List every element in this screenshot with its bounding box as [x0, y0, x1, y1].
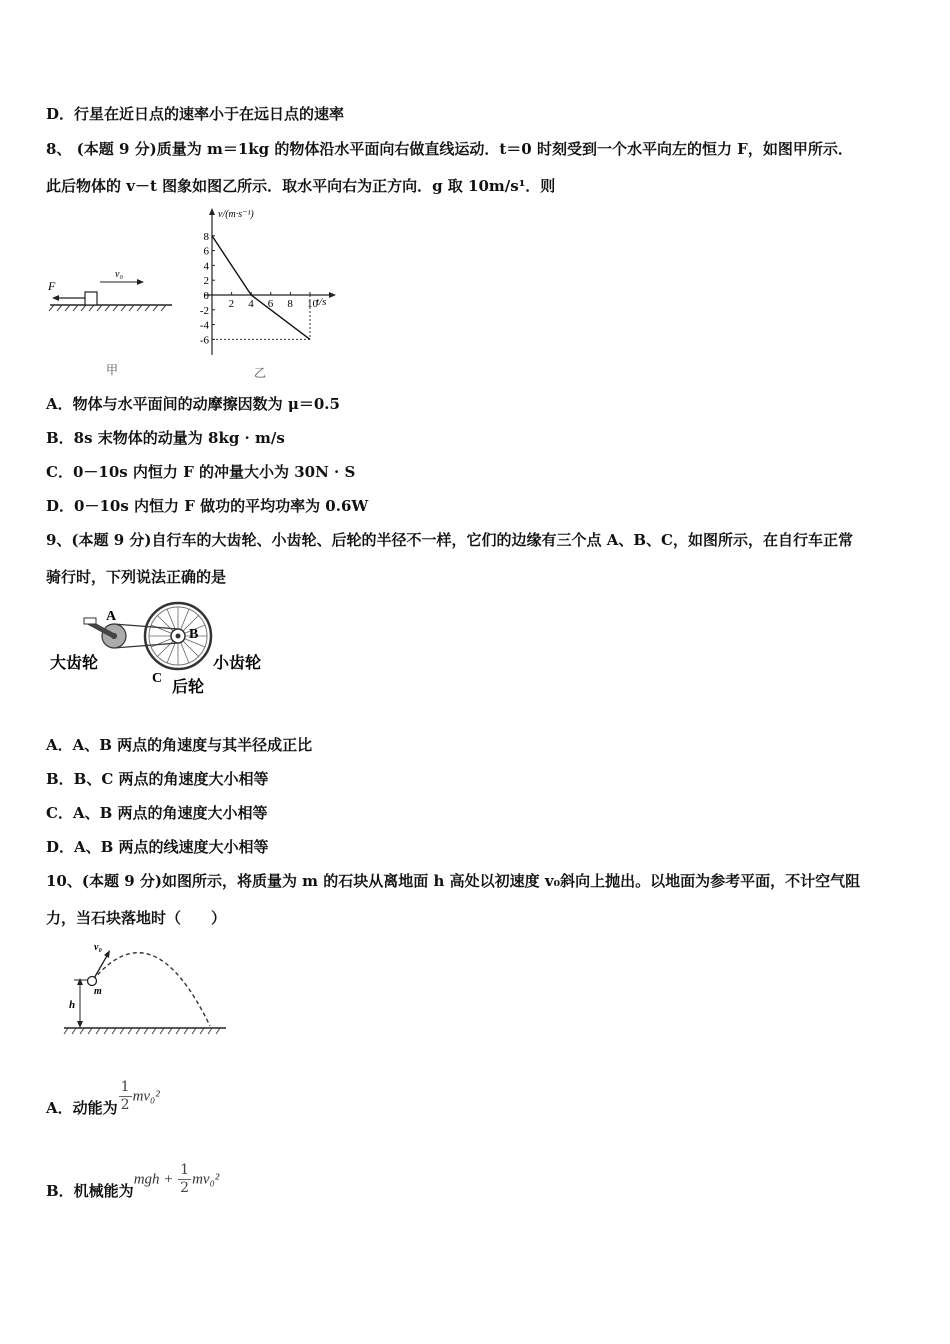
x-axis-label: t/s — [316, 296, 327, 308]
label-small-gear: 小齿轮 — [213, 655, 262, 672]
stone — [88, 977, 97, 986]
q8-option-c: C．0－10s 内恒力 F 的冲量大小为 30N · S — [46, 463, 356, 481]
formula-a-denominator: 2 — [120, 1097, 130, 1113]
figure-jia — [40, 260, 180, 380]
formula-b-numerator: 1 — [180, 1162, 190, 1178]
formula-b-denominator: 2 — [180, 1180, 190, 1196]
formula-a-fraction — [119, 1079, 132, 1114]
h-label: h — [69, 999, 76, 1011]
y-axis-label: v/(m·s⁻¹) — [218, 209, 254, 220]
caption-yi: 乙 — [254, 366, 267, 380]
q10-option-a-label: A．动能为 — [46, 1099, 118, 1117]
x-tick-label: 2 — [228, 298, 235, 310]
block — [85, 292, 97, 305]
velocity-arrow — [93, 954, 108, 980]
y-tick-label: 0 — [203, 290, 209, 302]
label-rear-wheel: 后轮 — [172, 679, 205, 696]
y-tick-label: -4 — [199, 319, 209, 332]
y-tick-label: -6 — [199, 334, 209, 347]
label-b: B — [189, 627, 199, 642]
q8-stem-line2: 此后物体的 v－t 图象如图乙所示．取水平向右为正方向．g 取 10m/s¹．则 — [46, 177, 556, 195]
q10-option-b-label: B．机械能为 — [46, 1182, 134, 1200]
q9-option-c: C．A、B 两点的角速度大小相等 — [46, 804, 268, 822]
q9-option-b: B．B、C 两点的角速度大小相等 — [46, 770, 269, 788]
x-tick-label: 4 — [248, 298, 254, 310]
v0-label: v₀ — [94, 942, 102, 953]
q8-stem-line1: 8、 (本题 9 分)质量为 m＝1kg 的物体沿水平面向右做直线运动．t＝0 时刻受到一个水平向左的恒力 F，如图甲所示． — [46, 140, 853, 158]
y-tick-label: 2 — [203, 275, 209, 288]
x-tick-label: 8 — [287, 298, 293, 310]
y-tick-label: -2 — [199, 304, 209, 317]
q9-stem-line2: 骑行时，下列说法正确的是 — [46, 568, 227, 586]
caption-jia: 甲 — [106, 363, 119, 377]
velocity-label: v₀ — [115, 269, 123, 280]
m-label: m — [94, 986, 102, 997]
formula-a-numerator: 1 — [120, 1079, 130, 1095]
x-tick-label: 10 — [307, 298, 318, 310]
formula-a-tail: mv₀² — [132, 1088, 160, 1105]
q8-option-a: A．物体与水平面间的动摩擦因数为 μ＝0.5 — [46, 395, 340, 413]
q8-option-d: D．0－10s 内恒力 F 做功的平均功率为 0.6W — [46, 497, 369, 515]
formula-b-fraction — [178, 1162, 191, 1197]
bicycle-figure — [48, 598, 278, 698]
label-a: A — [106, 609, 117, 624]
q10-option-a — [46, 1075, 160, 1119]
y-tick-label: 6 — [203, 245, 209, 258]
q10-stem-line1: 10、(本题 9 分)如图所示，将质量为 m 的石块从离地面 h 高处以初速度 v₀斜向上抛出。以地面为参考平面，不计空气阻 — [46, 872, 861, 890]
label-big-gear: 大齿轮 — [50, 655, 99, 672]
projectile-figure — [58, 938, 233, 1038]
q10-stem-line2: 力，当石块落地时（ ） — [46, 909, 227, 927]
y-tick-label: 8 — [203, 230, 209, 243]
formula-b-lead: mgh + — [133, 1171, 178, 1188]
force-label: F — [48, 279, 56, 293]
vt-chart — [192, 205, 352, 383]
trajectory — [93, 953, 210, 1026]
q9-option-d: D．A、B 两点的线速度大小相等 — [46, 838, 269, 856]
q10-option-b — [46, 1158, 219, 1202]
q8-option-b: B．8s 末物体的动量为 8kg · m/s — [46, 429, 285, 447]
y-tick-label: 4 — [203, 260, 209, 273]
x-tick-label: 6 — [267, 298, 274, 310]
vt-series-line — [212, 236, 310, 340]
q9-stem-line1: 9、(本题 9 分)自行车的大齿轮、小齿轮、后轮的半径不一样，它们的边缘有三个点 A、B、C，如图所示，在自行车正常 — [46, 531, 853, 549]
label-c: C — [152, 671, 163, 686]
formula-b-tail: mv₀² — [192, 1171, 220, 1188]
q7-option-d: D．行星在近日点的速率小于在远日点的速率 — [46, 105, 345, 123]
q9-option-a: A．A、B 两点的角速度与其半径成正比 — [46, 736, 313, 754]
